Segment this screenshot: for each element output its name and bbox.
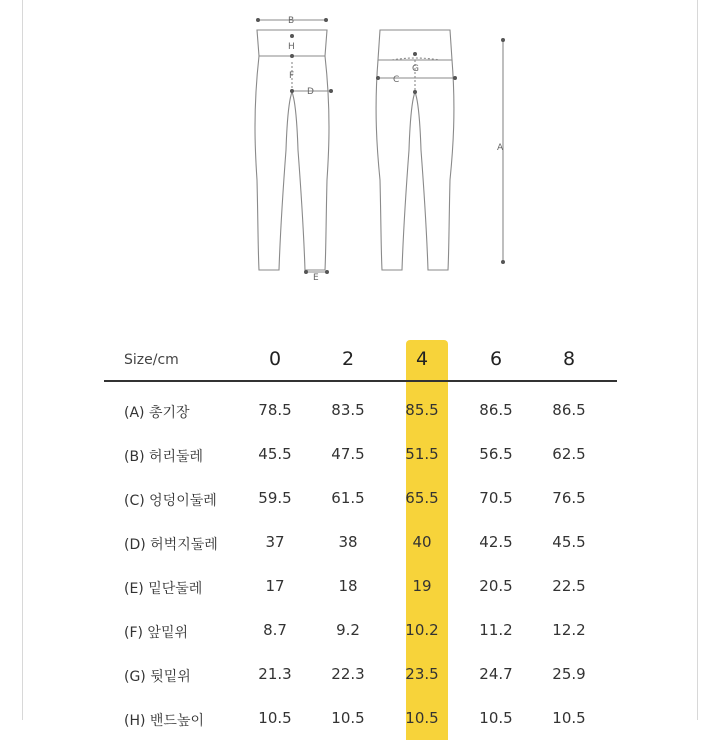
row-label: (A) 총기장 (124, 405, 190, 421)
row-label: (D) 허벅지둘레 (124, 537, 218, 553)
table-cell: 56.5 (479, 445, 513, 463)
table-cell: 86.5 (552, 401, 586, 419)
back-leggings-drawing (376, 30, 503, 270)
table-cell: 51.5 (405, 445, 439, 463)
row-label: (H) 밴드높이 (124, 713, 204, 729)
table-cell: 22.3 (331, 665, 365, 683)
table-cell: 78.5 (258, 401, 292, 419)
label-g: G (412, 64, 419, 74)
table-cell: 12.2 (552, 621, 586, 639)
label-e: E (313, 273, 319, 283)
table-cell: 21.3 (258, 665, 292, 683)
table-row (0, 444, 720, 468)
table-cell: 86.5 (479, 401, 513, 419)
label-c: C (393, 75, 400, 85)
size-header: 0 (268, 348, 282, 370)
table-cell: 83.5 (331, 401, 365, 419)
table-row (0, 400, 720, 424)
row-label: (F) 앞밑위 (124, 625, 188, 641)
label-d: D (307, 87, 314, 97)
table-cell: 11.2 (479, 621, 513, 639)
label-h: H (288, 42, 295, 52)
label-f: F (289, 71, 295, 81)
table-cell: 18 (338, 577, 358, 595)
table-row (0, 620, 720, 644)
table-cell: 22.5 (552, 577, 586, 595)
table-row (0, 488, 720, 512)
size-header: 2 (341, 348, 355, 370)
table-row (0, 576, 720, 600)
front-leggings-drawing (255, 20, 331, 272)
table-cell: 10.5 (258, 709, 292, 727)
table-header (0, 346, 720, 376)
header-divider (104, 380, 617, 382)
table-cell: 38 (338, 533, 358, 551)
table-cell: 45.5 (258, 445, 292, 463)
size-unit-label: Size/cm (124, 352, 179, 368)
table-cell: 40 (412, 533, 432, 551)
table-cell: 76.5 (552, 489, 586, 507)
table-cell: 10.5 (331, 709, 365, 727)
table-cell: 85.5 (405, 401, 439, 419)
table-cell: 59.5 (258, 489, 292, 507)
table-cell: 61.5 (331, 489, 365, 507)
row-label: (B) 허리둘레 (124, 449, 204, 465)
table-row (0, 532, 720, 556)
row-label: (E) 밑단둘레 (124, 581, 203, 597)
size-header: 4 (415, 348, 429, 370)
table-cell: 10.5 (405, 709, 439, 727)
leggings-diagram (0, 0, 720, 300)
table-cell: 25.9 (552, 665, 586, 683)
size-header: 6 (489, 348, 503, 370)
size-table (0, 330, 720, 729)
table-row (0, 664, 720, 688)
table-cell: 62.5 (552, 445, 586, 463)
table-cell: 65.5 (405, 489, 439, 507)
label-b: B (288, 16, 295, 26)
row-label: (C) 엉덩이둘레 (124, 493, 217, 509)
row-label: (G) 뒷밑위 (124, 669, 191, 685)
table-row (0, 708, 720, 732)
table-cell: 70.5 (479, 489, 513, 507)
table-cell: 42.5 (479, 533, 513, 551)
table-cell: 17 (265, 577, 285, 595)
table-cell: 24.7 (479, 665, 513, 683)
table-cell: 9.2 (336, 621, 360, 639)
table-cell: 23.5 (405, 665, 439, 683)
table-cell: 37 (265, 533, 285, 551)
label-a: A (497, 143, 504, 153)
size-header: 8 (562, 348, 576, 370)
table-cell: 10.5 (552, 709, 586, 727)
table-cell: 19 (412, 577, 432, 595)
table-cell: 47.5 (331, 445, 365, 463)
table-cell: 20.5 (479, 577, 513, 595)
table-cell: 45.5 (552, 533, 586, 551)
table-cell: 10.2 (405, 621, 439, 639)
table-cell: 8.7 (263, 621, 287, 639)
table-cell: 10.5 (479, 709, 513, 727)
